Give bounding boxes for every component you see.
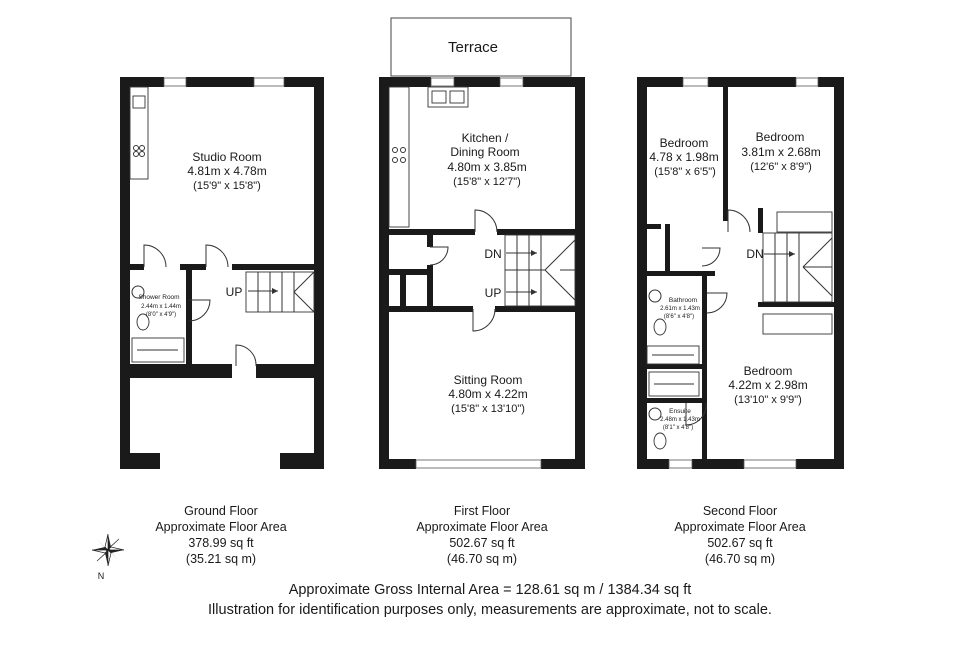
terrace xyxy=(391,18,571,76)
second-stairs-dn-label: DN xyxy=(746,247,764,261)
kitchen-name-2: Dining Room xyxy=(450,145,520,159)
kitchen-metric: 4.80m x 3.85m xyxy=(447,160,527,174)
studio-room-metric: 4.81m x 4.78m xyxy=(187,164,267,178)
first-caption-sub: Approximate Floor Area xyxy=(416,520,548,534)
floor-captions xyxy=(155,504,805,566)
ground-caption-sqft: 378.99 sq ft xyxy=(188,536,254,550)
first-floor-plan xyxy=(379,77,585,469)
first-caption-sqm: (46.70 sq m) xyxy=(446,552,518,566)
second-caption-sqm: (46.70 sq m) xyxy=(704,552,776,566)
second-caption-sqft: 502.67 sq ft xyxy=(707,536,773,550)
bedroom3-name: Bedroom xyxy=(743,364,793,378)
ground-floor-plan xyxy=(120,77,324,469)
ground-caption-sub: Approximate Floor Area xyxy=(155,520,287,534)
bathroom-imperial: (8'6" x 4'8") xyxy=(663,314,695,320)
compass-north-label: N xyxy=(97,571,105,581)
shower-room-metric: 2.44m x 1.44m xyxy=(141,304,181,310)
ensuite-metric: 2.48m x 1.43m xyxy=(660,417,700,423)
terrace-label: Terrace xyxy=(447,39,499,56)
first-stairs-up-label: UP xyxy=(484,286,502,300)
sitting-room-name: Sitting Room xyxy=(453,373,523,387)
compass-rose-icon xyxy=(92,534,124,581)
bathroom-metric: 2.61m x 1.43m xyxy=(660,306,700,312)
ensuite-imperial: (8'1" x 4'8") xyxy=(662,425,694,431)
ground-caption-sqm: (35.21 sq m) xyxy=(185,552,257,566)
bathroom-name: Bathroom xyxy=(668,297,698,304)
shower-room-name: Shower Room xyxy=(138,294,180,301)
first-caption-sqft: 502.67 sq ft xyxy=(449,536,515,550)
gross-area-text: Approximate Gross Internal Area = 128.61 sq m / 1384.34 sq ft xyxy=(288,582,692,598)
bedroom1-name: Bedroom xyxy=(659,136,709,150)
bedroom3-metric: 4.22m x 2.98m xyxy=(728,378,808,392)
bedroom2-metric: 3.81m x 2.68m xyxy=(741,145,821,159)
bedroom1-metric: 4.78 x 1.98m xyxy=(649,150,719,164)
kitchen-imperial: (15'8" x 12'7") xyxy=(453,176,521,188)
bedroom2-imperial: (12'6" x 8'9") xyxy=(750,161,812,173)
second-floor-plan xyxy=(637,77,844,469)
studio-room-name: Studio Room xyxy=(192,150,262,164)
ground-caption-title: Ground Floor xyxy=(184,504,258,518)
ground-stairs-up-label: UP xyxy=(225,285,243,299)
bedroom1-imperial: (15'8" x 6'5") xyxy=(654,166,716,178)
sitting-room-metric: 4.80m x 4.22m xyxy=(448,387,528,401)
second-caption-sub: Approximate Floor Area xyxy=(674,520,806,534)
first-stairs-dn-label: DN xyxy=(484,247,502,261)
bedroom2-name: Bedroom xyxy=(755,130,805,144)
ensuite-name: Ensuite xyxy=(669,408,691,415)
disclaimer-text: Illustration for identification purposes only, measurements are approximate, not to scale. xyxy=(208,602,772,618)
bedroom3-imperial: (13'10" x 9'9") xyxy=(734,394,802,406)
shower-room-imperial: (8'0" x 4'9") xyxy=(145,312,177,318)
kitchen-name-1: Kitchen / xyxy=(461,131,509,145)
studio-room-imperial: (15'9" x 15'8") xyxy=(193,180,261,192)
sitting-room-imperial: (15'8" x 13'10") xyxy=(451,403,525,415)
first-caption-title: First Floor xyxy=(453,504,511,518)
second-caption-title: Second Floor xyxy=(702,504,778,518)
